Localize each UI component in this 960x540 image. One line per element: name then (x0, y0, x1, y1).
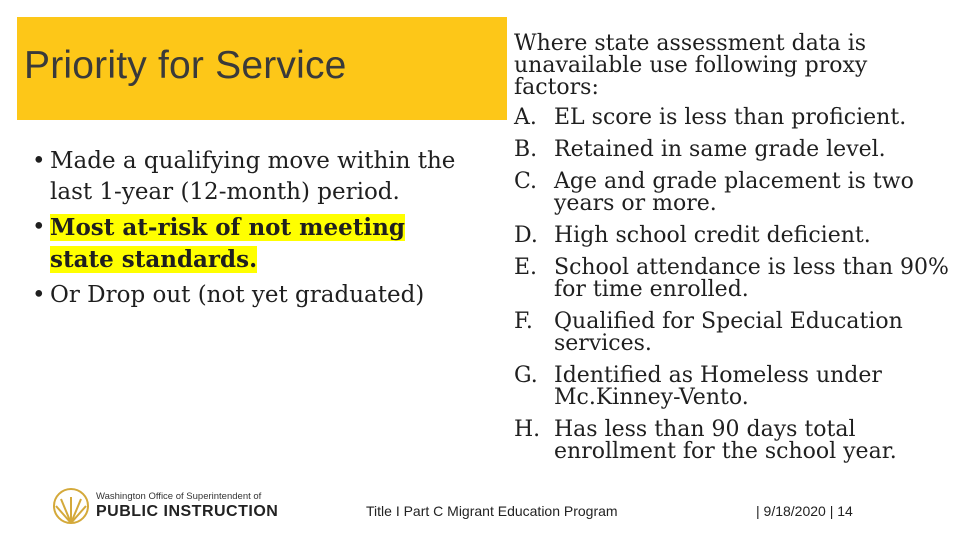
proxy-factor-item (514, 139, 954, 161)
slide-title: Priority for Service (24, 44, 347, 87)
bullet-icon: • (32, 282, 46, 308)
bullet-item (32, 146, 462, 208)
proxy-factor-item (514, 107, 954, 129)
proxy-intro: Where state assessment data is unavailable use following proxy factors: (514, 31, 868, 100)
factor-letter: C. (514, 169, 538, 194)
bullet-item (32, 280, 462, 311)
bullet-icon: • (32, 148, 46, 174)
bullet-text-highlighted: Most at-risk of not meeting state standards. (50, 214, 405, 273)
proxy-factor-list (514, 107, 954, 473)
priority-bullet-list (32, 146, 462, 315)
factor-text: School attendance is less than 90% for time enrolled. (554, 255, 949, 302)
factor-text: EL score is less than proficient. (554, 105, 907, 130)
proxy-factor-item (514, 257, 954, 301)
factor-text: High school credit deficient. (554, 223, 871, 248)
factor-letter: B. (514, 137, 538, 162)
factor-letter: H. (514, 417, 541, 442)
factor-letter: G. (514, 363, 538, 388)
bullet-item (32, 212, 462, 276)
factor-letter: A. (514, 105, 537, 130)
factor-text: Qualified for Special Education services. (554, 309, 903, 356)
footer-program: Title I Part C Migrant Education Program (366, 503, 618, 519)
factor-letter: D. (514, 223, 538, 248)
factor-letter: E. (514, 255, 538, 280)
factor-letter: F. (514, 309, 533, 334)
logo-org-line: Washington Office of Superintendent of (96, 491, 262, 502)
proxy-factor-item (514, 225, 954, 247)
proxy-factor-item (514, 171, 954, 215)
proxy-factor-item (514, 365, 954, 409)
proxy-factor-item (514, 419, 954, 463)
factor-text: Has less than 90 days total enrollment for the school year. (554, 417, 897, 464)
bullet-text: Or Drop out (not yet graduated) (50, 282, 425, 308)
proxy-factor-item (514, 311, 954, 355)
factor-text: Identified as Homeless under Mc.Kinney-Vento. (554, 363, 882, 410)
bullet-text: Made a qualifying move within the last 1-year (12-month) period. (50, 148, 456, 205)
ospi-logo (52, 486, 282, 526)
logo-name-line: PUBLIC INSTRUCTION (96, 503, 279, 520)
footer-date-page: | 9/18/2020 | 14 (756, 503, 853, 519)
bullet-icon: • (32, 214, 46, 240)
factor-text: Age and grade placement is two years or more. (554, 169, 914, 216)
factor-text: Retained in same grade level. (554, 137, 886, 162)
sunburst-logo-icon (52, 487, 90, 525)
